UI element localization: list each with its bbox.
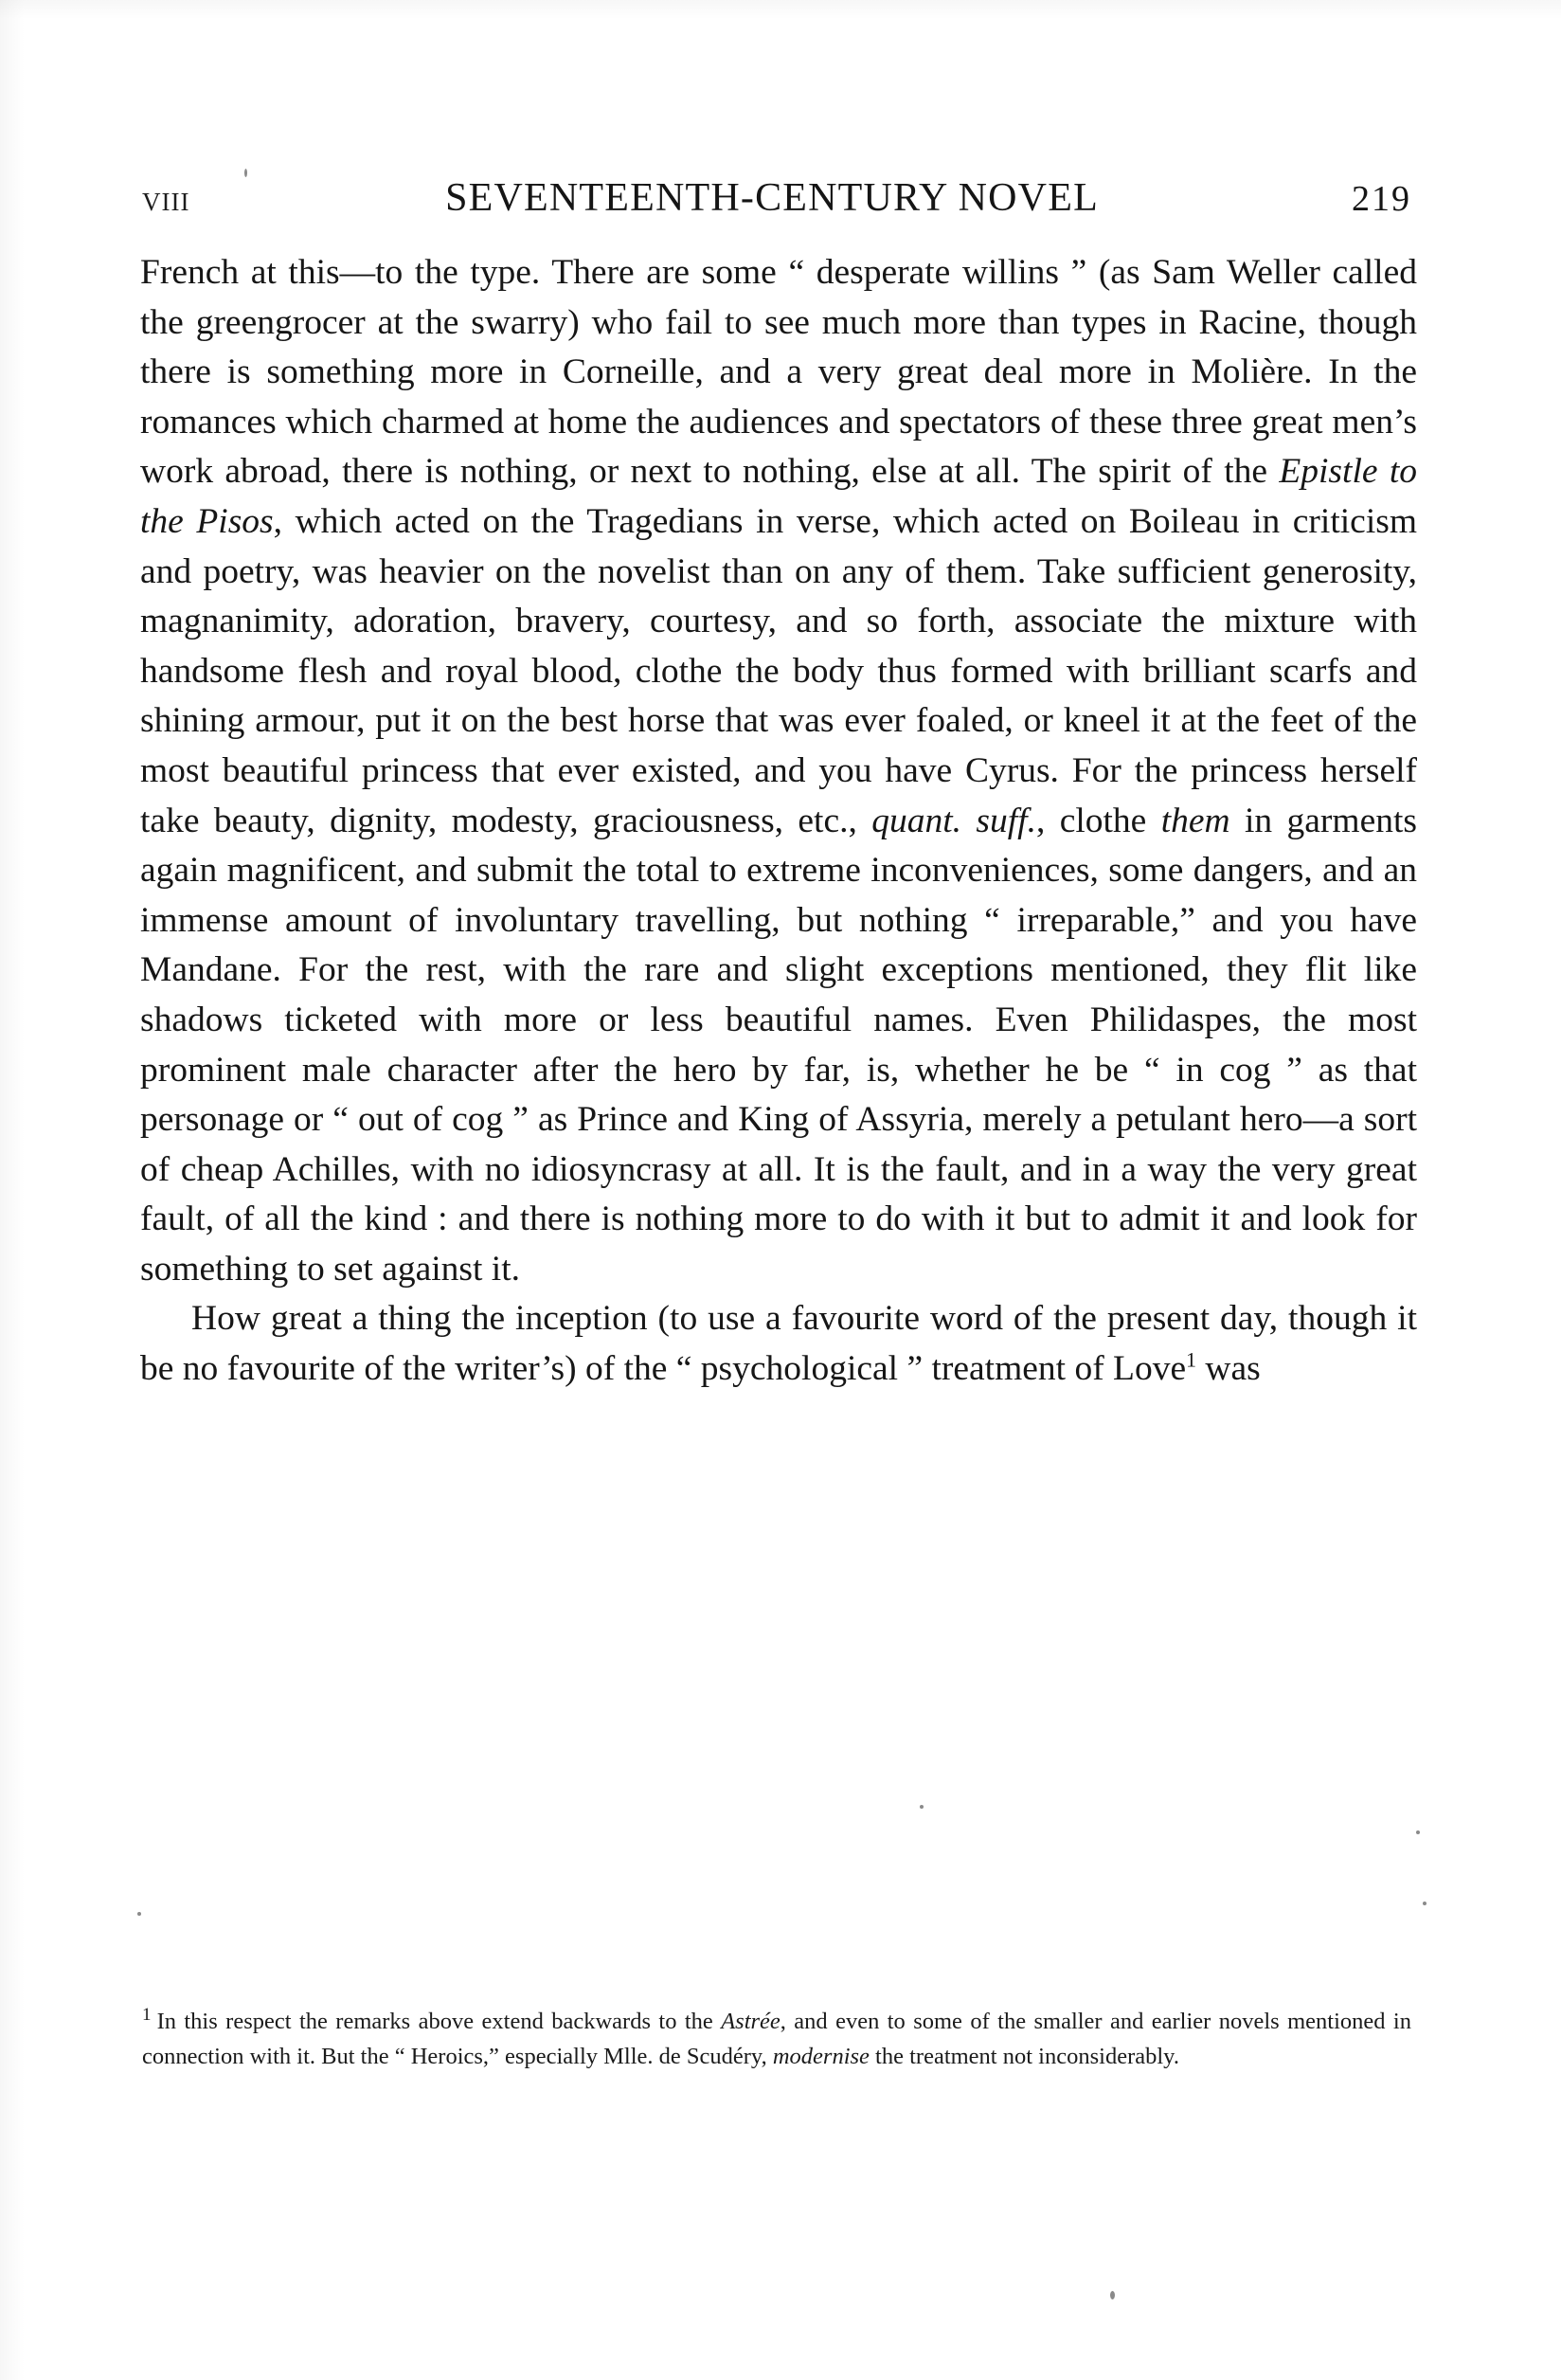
- footnote-text: [142, 2004, 1411, 2074]
- paragraph-2-part-2: was: [1195, 1349, 1261, 1389]
- page-edge-shading-top: [0, 0, 1561, 19]
- paragraph-1-italic-epistle: Epistle to the Pisos: [140, 452, 1417, 541]
- footnote-part-2: , and even to some of the smaller and earlier novels mentioned in connection with it. But the “ Heroics,” especially Mlle. de Scudéry,: [142, 2009, 1411, 2069]
- footnote-reference-marker[interactable]: 1: [1186, 1348, 1196, 1372]
- scan-speck: [1110, 2291, 1115, 2299]
- paragraph-1-italic-quant-suff: quant. suff.: [871, 801, 1036, 840]
- footnote-part-3: the treatment not inconsiderably.: [869, 2044, 1179, 2069]
- body-text: [140, 248, 1417, 1395]
- paragraph-2-part-1: How great a thing the inception (to use a favourite word of the present day, though it be no favourite of the writer’s) of the “ psychological ” treatment of Love: [140, 1299, 1417, 1389]
- paragraph-1-part-1: French at this—to the type. There are some “ desperate willins ” (as Sam Weller called the greengrocer at the swarry) who fail to see much more than types in Racine, though there is something more in Corneille, and a very great deal more in Molière. In the romances which charmed at home the audiences and spectators of these three great men’s work abroad, there is nothing, or next to nothing, else at all. The spirit of the: [140, 253, 1417, 492]
- scan-speck: [137, 1912, 141, 1916]
- page-header: [142, 175, 1411, 221]
- page-edge-shading-left: [0, 0, 25, 2380]
- scan-speck: [244, 169, 247, 177]
- scan-speck: [920, 1805, 924, 1809]
- running-title: SEVENTEENTH-CENTURY NOVEL: [445, 176, 1099, 220]
- paragraph-1: [140, 248, 1417, 1294]
- paragraph-1-part-3: , clothe: [1035, 801, 1161, 840]
- footnote-italic-modernise: modernise: [772, 2044, 870, 2069]
- page-number: 219: [1352, 179, 1411, 219]
- paragraph-2: [140, 1294, 1417, 1394]
- scan-speck: [1423, 1902, 1426, 1905]
- paragraph-1-italic-them: them: [1160, 801, 1230, 840]
- footnote-part-1: In this respect the remarks above extend backwards to the: [156, 2009, 722, 2034]
- footnote-italic-astree: Astrée: [721, 2009, 780, 2034]
- footnote-number: 1: [142, 2004, 152, 2025]
- scan-speck: [1416, 1830, 1420, 1834]
- paragraph-1-part-4: in garments again magnificent, and submit the total to extreme inconveniences, some dangers, and an immense amount of involuntary travelling, but nothing “ irreparable,” and you have Mandane. For the rest, with the rare and slight exceptions mentioned, they flit like shadows ticketed with more or less beautiful names. Even Philidaspes, the most prominent male character after the hero by far, is, whether he be “ in cog ” as that personage or “ out of cog ” as Prince and King of Assyria, merely a petulant hero—a sort of cheap Achilles, with no idiosyncrasy at all. It is the fault, and in a way the very great fault, of all the kind : and there is nothing more to do with it but to admit it and look for something to set against it.: [140, 801, 1417, 1289]
- footnote: [142, 2004, 1411, 2074]
- chapter-number: VIII: [142, 188, 190, 216]
- paragraph-1-part-2: , which acted on the Tragedians in verse, which acted on Boileau in criticism and poetry, was heavier on the novelist than on any of them. Take sufficient generosity, magnanimity, adoration, bravery, courtesy, and so forth, associate the mixture with handsome flesh and royal blood, clothe the body thus formed with brilliant scarfs and shining armour, put it on the best horse that was ever foaled, or kneel it at the feet of the most beautiful princess that ever existed, and you have Cyrus. For the princess herself take beauty, dignity, modesty, graciousness, etc.,: [140, 501, 1417, 840]
